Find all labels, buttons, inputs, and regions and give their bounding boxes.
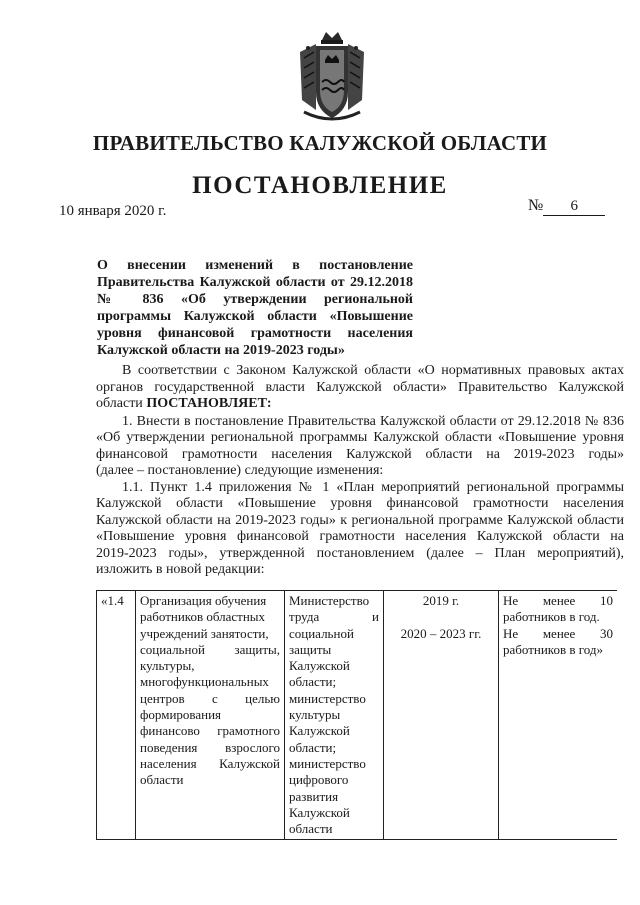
activity-line: учреждений занятости, [140,625,269,641]
body-text: области [96,396,147,411]
document-body [96,363,624,579]
executor-line: развития [289,788,339,804]
indicator-line: Не менее 10 [503,593,613,608]
executor-line: социальной [289,625,354,641]
subject-line: Правительства Калужской области от 29.12.2018 [97,275,413,290]
government-title: ПРАВИТЕЛЬСТВО КАЛУЖСКОЙ ОБЛАСТИ [92,131,548,155]
executor-line: цифрового [289,772,349,788]
executor-line: Калужской [289,658,350,674]
resolves-keyword: ПОСТАНОВЛЯЕТ: [146,396,272,411]
executor-line: Калужской [289,723,350,739]
body-line: финансовой грамотности населения Калужской области на 2019-2023 годы» [96,446,624,462]
period-line: 2020 – 2023 гг. [400,626,482,642]
subject-line: программы Калужской области «Повышение [97,309,413,324]
executor-line: области; [289,674,337,690]
body-line: органов государственной власти Калужской области» Правительство Калужской [96,379,624,395]
executor-line: Калужской [289,804,350,820]
body-line: 1.1. Пункт 1.4 приложения № 1 «План мероприятий региональной программы [122,479,624,495]
body-line: «Об утверждении региональной программы Калужской области «Повышение уровня [96,430,624,445]
activity-line: работников областных [140,609,266,625]
indicator-line: работников в год. [503,609,600,625]
body-line: (далее – постановление) следующие изменения: [96,463,384,478]
body-line: Калужской области «Повышение уровня финансовой грамотности населения [96,496,624,511]
cell-activity [136,591,285,840]
subject-line: О внесении изменений в постановление [97,258,413,273]
cell-period [384,591,499,840]
executor-line: области [289,821,333,837]
cell-indicator [499,591,618,840]
executor-line: труда и [289,609,379,625]
executor-line: министерство [289,755,366,771]
activity-line: поведения взрослого [140,739,280,755]
executor-line: области; [289,739,337,755]
activity-line: финансово грамотного [140,723,280,739]
executor-line: защиты [289,641,332,657]
activity-line: социальной защиты, [140,641,280,657]
activity-line: формирования [140,707,222,723]
body-line: 1. Внести в постановление Правительства Калужской области от 29.12.2018 № 836 [122,413,624,429]
body-line: Калужской области на 2019-2023 годы» к региональной программе Калужской области [96,512,624,528]
activity-plan-table [96,590,617,840]
document-subject [97,257,413,359]
activity-line: Организация обучения [140,593,267,608]
period-line: 2019 г. [422,593,460,608]
activity-line: населения Калужской [140,755,280,771]
body-line: изложить в новой редакции: [96,562,265,577]
subject-line: Калужской области на 2019-2023 годы» [97,343,345,358]
table-row [97,591,618,840]
subject-line: уровня финансовой грамотности населения [97,326,413,341]
cell-executors [285,591,384,840]
cell-item-number: «1.4 [97,591,136,840]
document-number [528,197,605,216]
body-line: В соответствии с Законом Калужской области «О нормативных правовых актах [122,363,624,378]
subject-line: № 836 «Об утверждении региональной [97,292,413,307]
indicator-line: работников в год» [503,641,603,657]
activity-line: культуры, [140,658,195,674]
document-type-title: ПОСТАНОВЛЕНИЕ [192,172,448,199]
document-date: 10 января 2020 г. [59,203,167,219]
number-value: 6 [543,198,605,216]
activity-line: многофункциональных [140,674,269,690]
activity-line: области [140,772,184,788]
coat-of-arms-emblem [294,30,370,126]
body-line [96,396,624,413]
body-line: «Повышение уровня финансовой грамотности населения Калужской области на [96,529,624,544]
indicator-line: Не менее 30 [503,625,613,641]
activity-line: центров с целью [140,690,280,706]
executor-line: культуры [289,707,341,723]
executor-line: министерство [289,690,366,706]
body-line: 2019-2023 годы», утвержденной постановлением (далее – План мероприятий), [96,545,624,561]
executor-line: Министерство [289,593,370,608]
number-label: № [528,197,544,214]
